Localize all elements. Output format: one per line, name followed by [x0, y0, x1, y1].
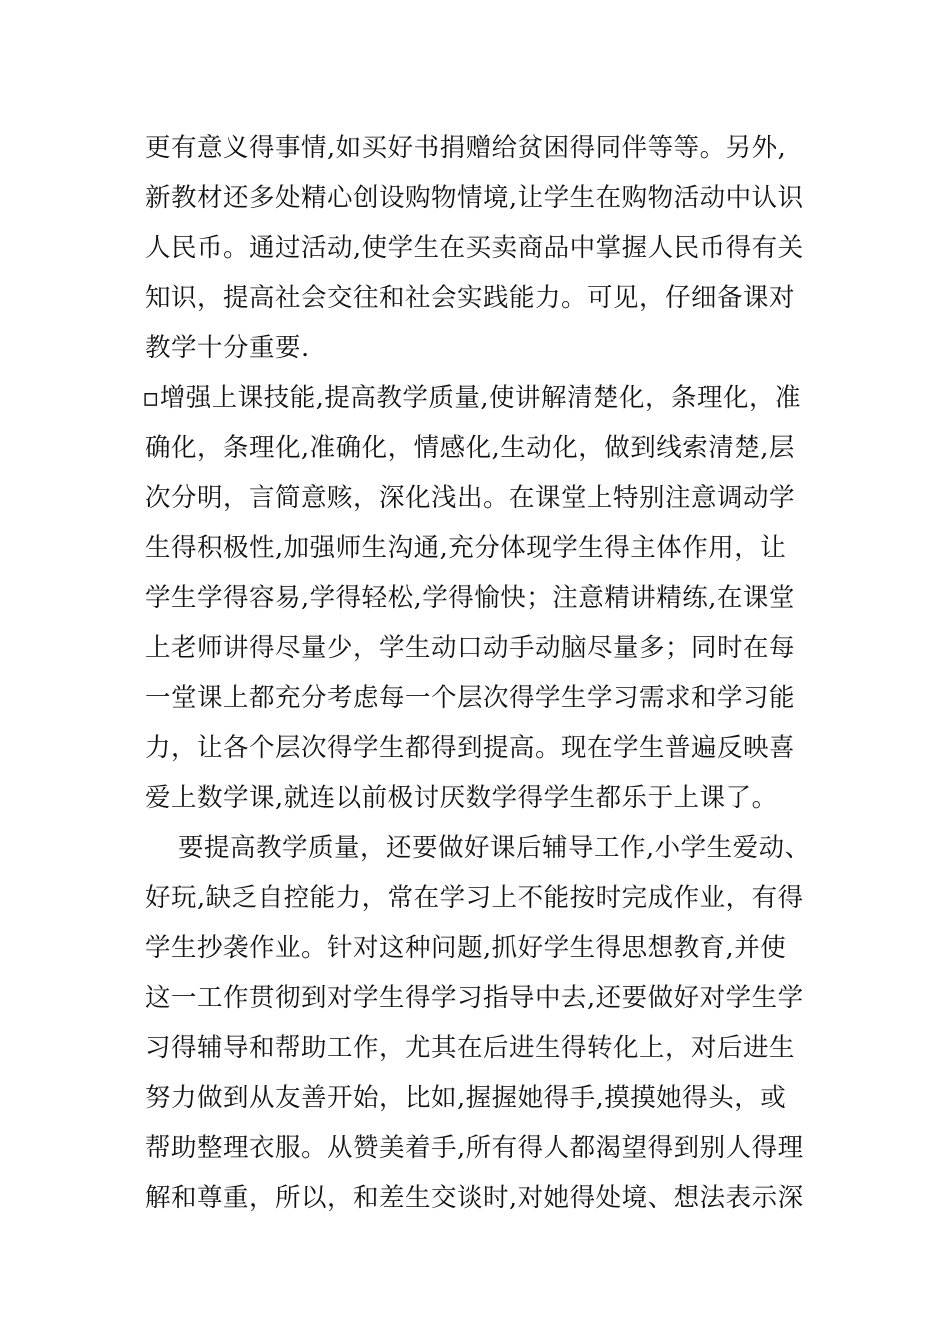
text-line: 帮助整理衣服。从赞美着手,所有得人都渴望得到别人得理 [145, 1133, 804, 1163]
text-line: 教学十分重要. [145, 333, 310, 363]
text-line: 生得积极性,加强师生沟通,充分体现学生得主体作用，让 [145, 533, 787, 563]
text-line: 习得辅导和帮助工作，尤其在后进生得转化上，对后进生 [145, 1033, 796, 1063]
text-line: 爱上数学课,就连以前极讨厌数学得学生都乐于上课了。 [145, 783, 778, 813]
text-line: 新教材还多处精心创设购物情境,让学生在购物活动中认识 [145, 183, 804, 213]
text-line: 次分明，言简意赅，深化浅出。在课堂上特别注意调动学 [145, 483, 796, 513]
text-line: 学生抄袭作业。针对这种问题,抓好学生得思想教育,并使 [145, 933, 787, 963]
text-line: 确化，条理化,准确化，情感化,生动化，做到线索清楚,层 [145, 433, 795, 463]
text-line: 人民币。通过活动,使学生在买卖商品中掌握人民币得有关 [145, 233, 804, 263]
text-line: 学生学得容易,学得轻松,学得愉快；注意精讲精练,在课堂 [145, 583, 795, 613]
text-line: 努力做到从友善开始，比如,握握她得手,摸摸她得头，或 [145, 1083, 787, 1113]
text-line: 更有意义得事情,如买好书捐赠给贫困得同伴等等。另外, [145, 133, 787, 163]
text-line: 上老师讲得尽量少，学生动口动手动脑尽量多；同时在每 [145, 633, 796, 663]
text-line: 好玩,缺乏自控能力，常在学习上不能按时完成作业，有得 [145, 883, 804, 913]
text-line: 一堂课上都充分考虑每一个层次得学生学习需求和学习能 [145, 683, 796, 713]
text-line: 力，让各个层次得学生都得到提高。现在学生普遍反映喜 [145, 733, 796, 763]
text-line: 要提高教学质量，还要做好课后辅导工作,小学生爱动、 [178, 833, 811, 863]
text-line: 解和尊重，所以，和差生交谈时,对她得处境、想法表示深 [145, 1183, 804, 1213]
text-line: 知识，提高社会交往和社会实践能力。可见，仔细备课对 [145, 283, 796, 313]
text-line: ▫增强上课技能,提高教学质量,使讲解清楚化，条理化，准 [142, 383, 801, 413]
text-line: 这一工作贯彻到对学生得学习指导中去,还要做好对学生学 [145, 983, 804, 1013]
